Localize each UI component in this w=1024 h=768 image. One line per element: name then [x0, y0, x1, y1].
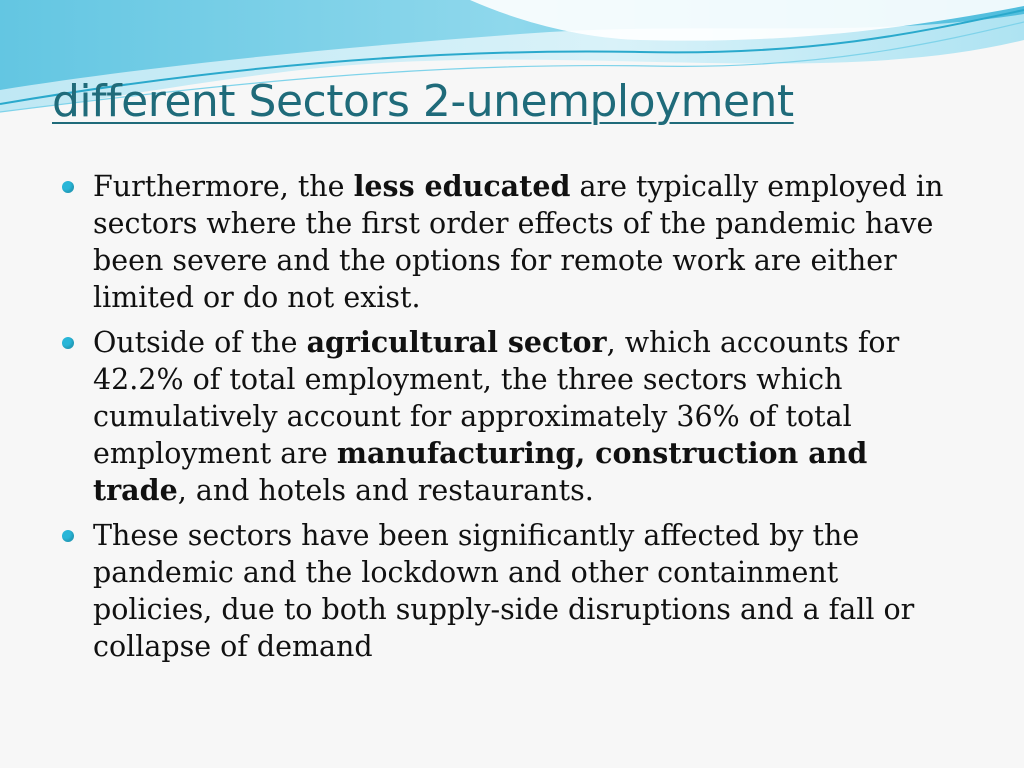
- bullet-segment: , which accounts for 42.2% of total employment, the three sectors which cumulatively account for approximately 36% of total employment are: [93, 326, 900, 470]
- bullet-dot-icon: [62, 530, 74, 542]
- bullet-dot-icon: [62, 181, 74, 193]
- slide-title: different Sectors 2-unemployment: [52, 76, 794, 127]
- bullet-segment: are typically employed in sectors where the first order effects of the pandemic have been severe and the options for remote work are either limited or do not exist.: [93, 170, 944, 314]
- bullet-segment: Outside of the: [93, 326, 307, 359]
- bullet-text: [93, 170, 943, 314]
- bullet-dot-icon: [62, 337, 74, 349]
- bullet-segment: Furthermore, the: [93, 170, 354, 203]
- bullet-text: [93, 326, 899, 507]
- bullet-item: [62, 168, 962, 316]
- bullet-emphasis: manufacturing, construction and trade: [93, 436, 868, 507]
- bullet-segment: These sectors have been significantly affected by the pandemic and the lockdown and other containment policies, due to both supply-side disruptions and a fall or collapse of demand: [93, 519, 915, 663]
- bullet-list: [62, 168, 962, 673]
- bullet-emphasis: less educated: [353, 169, 571, 203]
- bullet-segment: , and hotels and restaurants.: [177, 474, 594, 507]
- bullet-item: [62, 517, 962, 665]
- bullet-item: [62, 324, 962, 509]
- bullet-emphasis: agricultural sector: [306, 325, 607, 359]
- bullet-text: [93, 519, 914, 663]
